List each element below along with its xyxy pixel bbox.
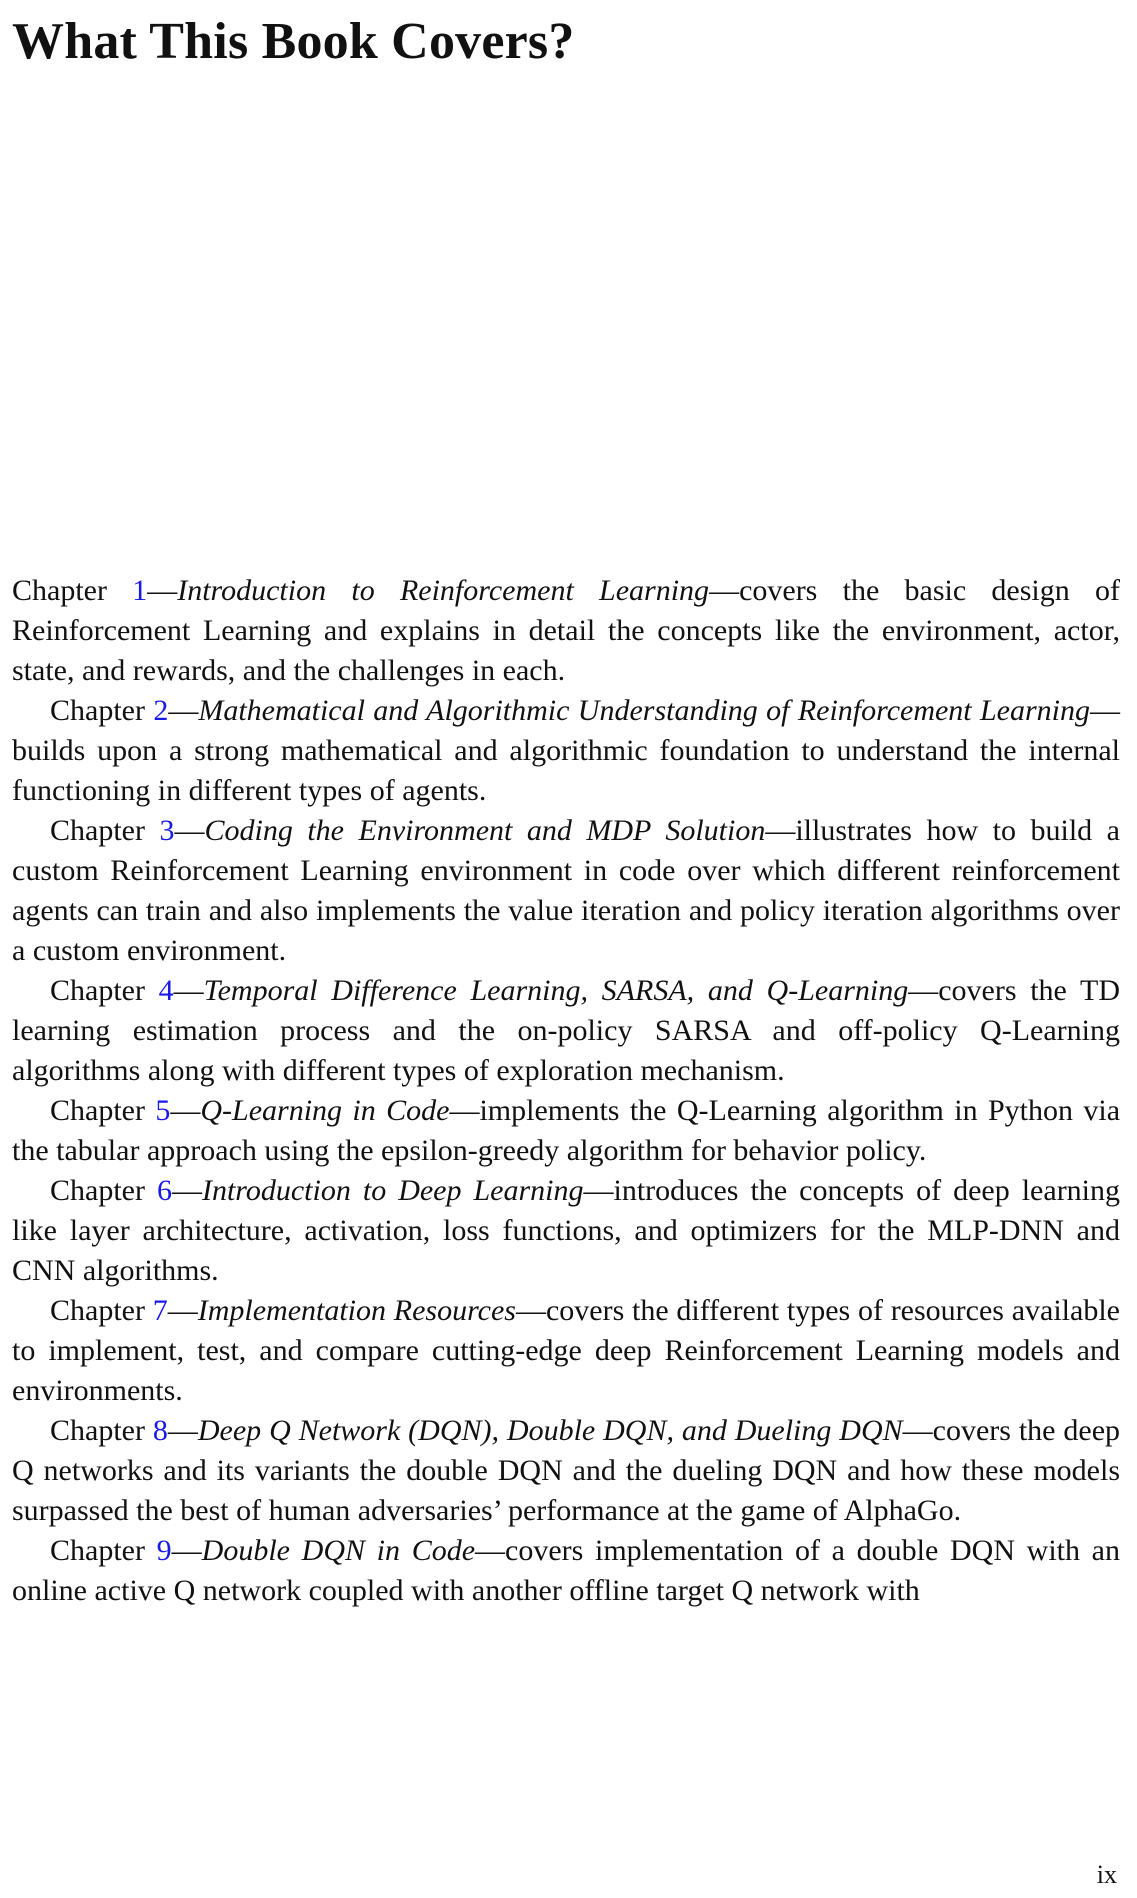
chapter-description-6: —introduces the concepts of deep learning like layer architecture, activation, loss functions, and optimizers for the MLP-DNN and CNN algorithms. (12, 1174, 1121, 1287)
chapter-prefix: Chapter (50, 974, 159, 1007)
chapter-dash: — (167, 1294, 198, 1327)
chapter-description-8: —covers the deep Q networks and its variants the double DQN and the dueling DQN and how these models surpassed the best of human adversaries’ performance at the game of AlphaGo. (12, 1414, 1121, 1527)
chapter-link-6[interactable]: 6 (156, 1174, 172, 1207)
chapter-description-1: —covers the basic design of Reinforcement Learning and explains in detail the concepts like the environment, actor, state, and rewards, and the challenges in each. (12, 574, 1121, 687)
chapter-link-9[interactable]: 9 (156, 1534, 172, 1567)
page-number: ix (1096, 1860, 1117, 1889)
chapter-paragraph-2 (12, 691, 1120, 811)
chapter-description-4: —covers the TD learning estimation process and the on-policy SARSA and off-policy Q-Learning algorithms along with different types of exploration mechanism. (12, 974, 1120, 1087)
chapter-paragraph-4 (12, 971, 1120, 1091)
chapter-description-5: —implements the Q-Learning algorithm in Python via the tabular approach using the epsilon-greedy algorithm for behavior policy. (12, 1094, 1121, 1167)
chapter-prefix: Chapter (50, 1094, 156, 1127)
chapter-title-5: Q-Learning in Code (200, 1094, 450, 1127)
chapter-paragraph-5 (12, 1091, 1120, 1171)
chapter-link-3[interactable]: 3 (159, 814, 175, 847)
chapter-paragraph-9 (12, 1531, 1120, 1611)
chapter-link-5[interactable]: 5 (155, 1094, 171, 1127)
chapter-title-1: Introduction to Reinforcement Learning (177, 574, 710, 607)
chapter-dash: — (174, 814, 205, 847)
chapter-list (12, 571, 1120, 1611)
chapter-paragraph-7 (12, 1291, 1120, 1411)
chapter-title-4: Temporal Difference Learning, SARSA, and Q-Learning (203, 974, 909, 1007)
chapter-title-3: Coding the Environment and MDP Solution (204, 814, 766, 847)
chapter-description-7: —covers the different types of resources available to implement, test, and compare cutting-edge deep Reinforcement Learning models and environments. (12, 1294, 1120, 1407)
chapter-description-2: —builds upon a strong mathematical and algorithmic foundation to understand the internal functioning in different types of agents. (12, 694, 1120, 807)
chapter-dash: — (168, 694, 199, 727)
chapter-prefix: Chapter (50, 1174, 157, 1207)
page-title: What This Book Covers? (12, 13, 575, 70)
chapter-prefix: Chapter (50, 1294, 153, 1327)
chapter-description-9: —covers implementation of a double DQN with an online active Q network coupled with another offline target Q network with (12, 1534, 1120, 1607)
chapter-prefix: Chapter (12, 574, 133, 607)
chapter-dash: — (147, 574, 178, 607)
chapter-dash: — (170, 1094, 201, 1127)
chapter-paragraph-6 (12, 1171, 1120, 1291)
chapter-paragraph-3 (12, 811, 1120, 971)
chapter-description-3: —illustrates how to build a custom Reinforcement Learning environment in code over which different reinforcement agents can train and also implements the value iteration and policy iteration algorithms over a custom environment. (12, 814, 1120, 967)
chapter-dash: — (173, 974, 204, 1007)
chapter-paragraph-8 (12, 1411, 1120, 1531)
chapter-link-7[interactable]: 7 (152, 1294, 168, 1327)
chapter-title-6: Introduction to Deep Learning (201, 1174, 584, 1207)
chapter-title-7: Implementation Resources (197, 1294, 516, 1327)
chapter-title-8: Deep Q Network (DQN), Double DQN, and Dueling DQN (197, 1414, 903, 1447)
chapter-link-8[interactable]: 8 (152, 1414, 168, 1447)
chapter-link-1[interactable]: 1 (132, 574, 148, 607)
chapter-title-2: Mathematical and Algorithmic Understanding of Reinforcement Learning (198, 694, 1090, 727)
chapter-paragraph-1 (12, 571, 1120, 691)
chapter-prefix: Chapter (50, 814, 160, 847)
chapter-dash: — (171, 1174, 202, 1207)
chapter-link-2[interactable]: 2 (153, 694, 169, 727)
chapter-prefix: Chapter (50, 694, 154, 727)
chapter-prefix: Chapter (50, 1414, 153, 1447)
chapter-dash: — (167, 1414, 198, 1447)
chapter-prefix: Chapter (50, 1534, 157, 1567)
chapter-title-9: Double DQN in Code (201, 1534, 476, 1567)
chapter-dash: — (171, 1534, 202, 1567)
chapter-link-4[interactable]: 4 (158, 974, 174, 1007)
